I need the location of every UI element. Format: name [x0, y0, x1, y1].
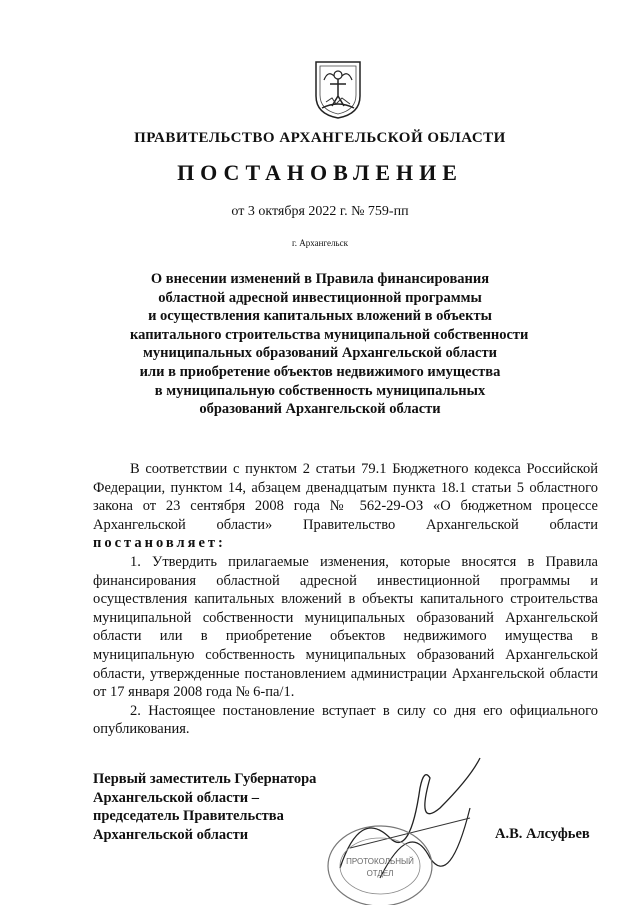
intro-text: В соответствии с пунктом 2 статьи 79.1 Бюджетного кодекса Российской Федерации, пунктом 14, абзацем двенадцатым пункта 18.1 статьи 5 областного закона от 23 сентября 2008 года № 562-29-ОЗ «О бюджетном процессе Архангельской области» Правительство Архангельской области [93, 461, 598, 533]
position-line: Первый заместитель Губернатора [93, 771, 317, 787]
protocol-department-stamp [320, 800, 440, 905]
svg-text:ОТДЕЛ: ОТДЕЛ [366, 869, 394, 878]
intro-paragraph [93, 460, 598, 553]
item-1: 1. Утвердить прилагаемые изменения, которые вносятся в Правила финансирования областной адресной инвестиционной программы и осуществления капитальных вложений в объекты капитального строительства муниципальной собственности муниципальных образований Архангельской области или в приобретение объектов недвижимого имущества в муниципальную собственность муниципальных образований Архангельской области, утвержденные постановлением администрации Архангельской области от 17 января 2008 года № 6-па/1. [93, 553, 598, 701]
title-line: и осуществления капитальных вложений в объекты [148, 308, 492, 325]
city: г. Архангельск [292, 238, 348, 248]
title-line: или в приобретение объектов недвижимого имущества [139, 363, 501, 380]
title-line: в муниципальную собственность муниципальных [154, 382, 486, 399]
date-number: от 3 октября 2022 г. № 759-пп [231, 204, 409, 219]
title-line: муниципальных образований Архангельской области [143, 345, 497, 362]
title-line: областной адресной инвестиционной программы [158, 289, 482, 306]
signer-position [93, 770, 316, 844]
title-line: образований Архангельской области [199, 401, 441, 418]
document-title [130, 270, 529, 419]
decree-word: постановляет: [93, 535, 226, 552]
position-line: Архангельской области [93, 826, 249, 843]
government-heading: ПРАВИТЕЛЬСТВО АРХАНГЕЛЬСКОЙ ОБЛАСТИ [134, 130, 506, 146]
svg-text:ПРОТОКОЛЬНЫЙ: ПРОТОКОЛЬНЫЙ [346, 857, 414, 866]
document-body [93, 460, 598, 739]
item-2: 2. Настоящее постановление вступает в силу со дня его официального опубликования. [93, 702, 598, 738]
coat-of-arms-emblem [312, 58, 364, 120]
position-line: председатель Правительства [93, 808, 284, 825]
document-type: ПОСТАНОВЛЕНИЕ [177, 160, 463, 185]
title-line: О внесении изменений в Правила финансирования [150, 271, 490, 287]
title-line: капитального строительства муниципальной собственности [130, 326, 529, 343]
position-line: Архангельской области – [93, 789, 259, 806]
signer-name: А.В. Алсуфьев [495, 826, 590, 842]
